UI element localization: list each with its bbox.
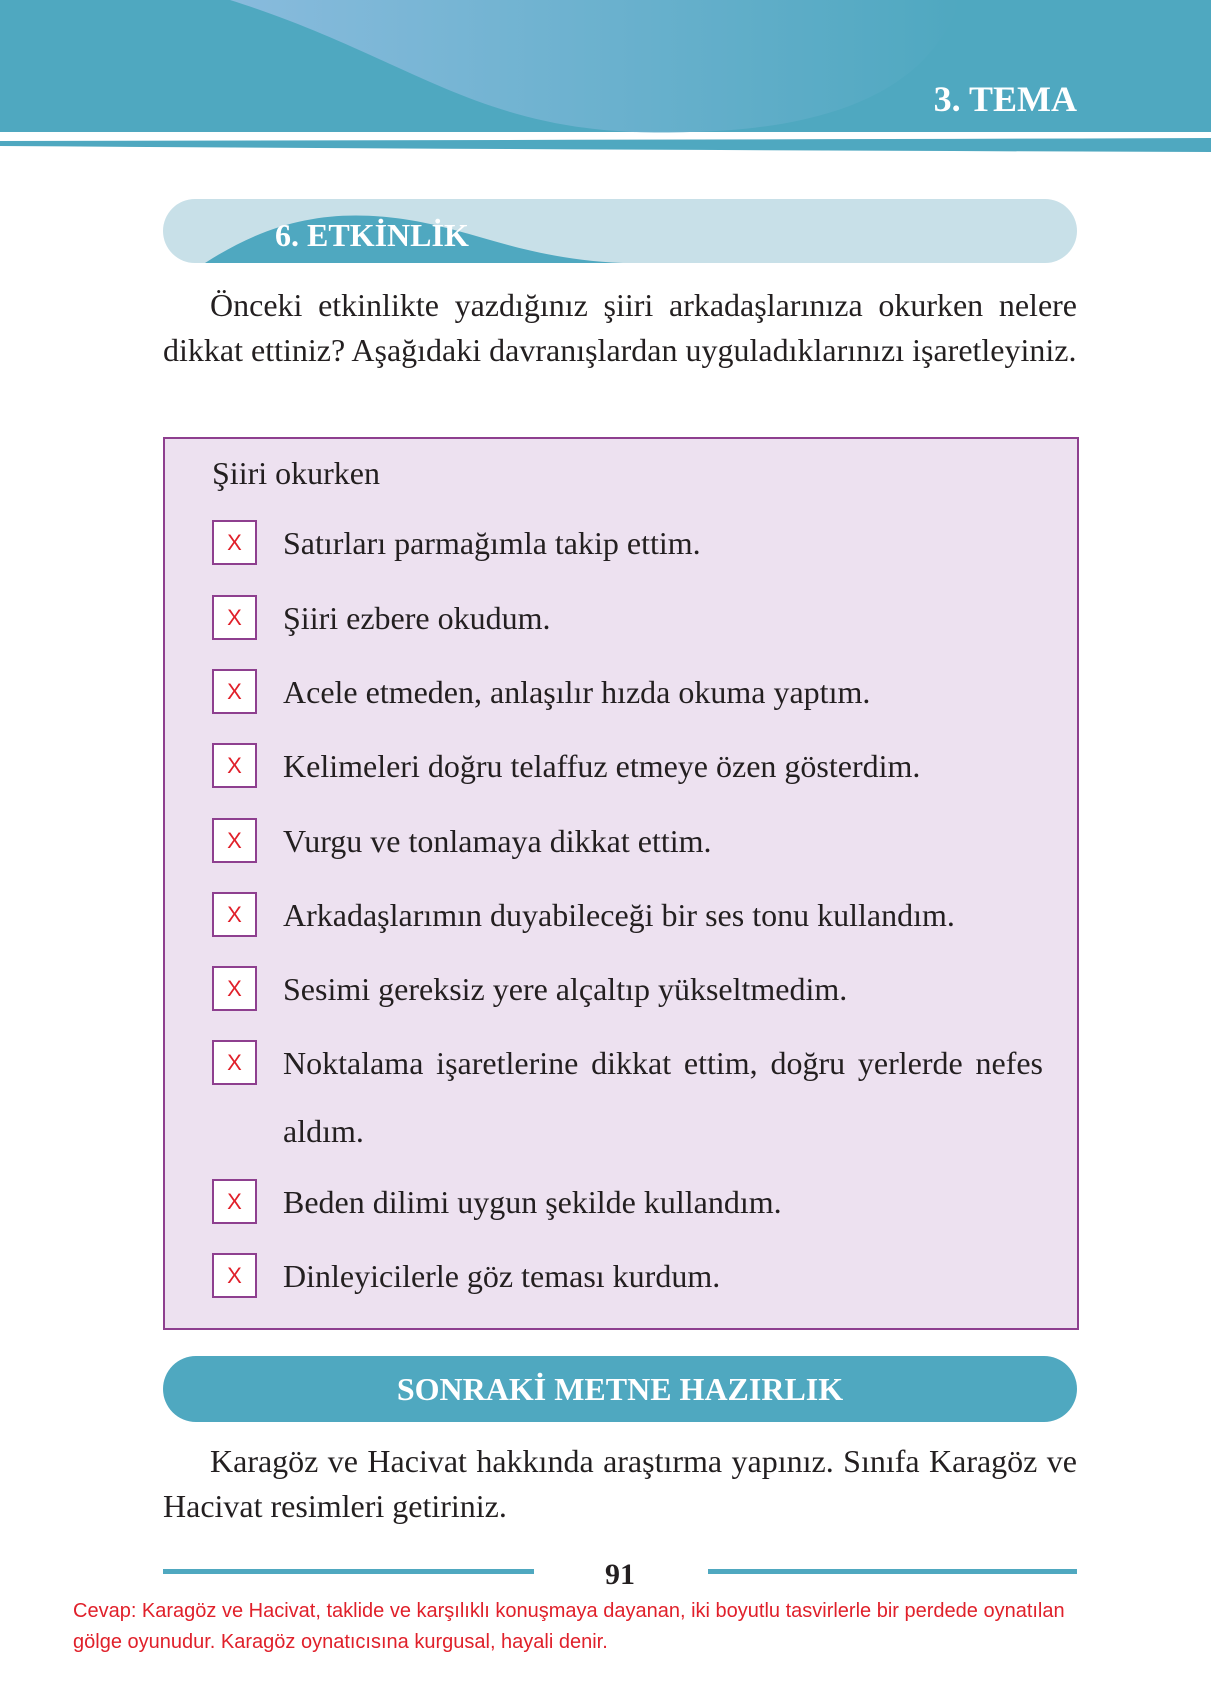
checkbox[interactable]: X [212,595,257,640]
checklist-item-label: Satırları parmağımla takip ettim. [283,525,701,561]
checkbox[interactable]: X [212,966,257,1011]
checkbox[interactable]: X [212,892,257,937]
activity-title: 6. ETKİNLİK [275,217,469,253]
activity-instructions: Önceki etkinlikte yazdığınız şiiri arkadaşlarınıza okurken nelere dikkat ettiniz? Aşağıdaki davranışlardan uyguladıklarınızı işaretleyiniz. [163,287,1077,368]
checklist-item-label: Arkadaşlarımın duyabileceği bir ses tonu kullandım. [283,897,955,933]
checkbox[interactable]: X [212,743,257,788]
checklist-item-label: Vurgu ve tonlamaya dikkat ettim. [283,823,712,859]
answer-note [73,1596,1211,1658]
theme-label: 3. TEMA [933,79,1077,119]
checklist-item-label: Beden dilimi uygun şekilde kullandım. [283,1184,782,1220]
checklist-item-label: Noktalama işaretlerine dikkat ettim, doğru yerlerde nefes aldım. [283,1045,1043,1149]
activity-title-bar [163,199,1077,263]
next-text-title: SONRAKİ METNE HAZIRLIK [163,1356,1077,1422]
checklist-lead: Şiiri okurken [212,455,380,491]
checklist-item-label: Şiiri ezbere okudum. [283,600,551,636]
checkbox[interactable]: X [212,520,257,565]
checkbox[interactable]: X [212,1253,257,1298]
checklist-item-label: Sesimi gereksiz yere alçaltıp yükseltmedim. [283,971,848,1007]
page-number: 91 [605,1558,635,1591]
checklist-box [163,437,1079,1330]
header-banner [0,0,1211,134]
checkbox[interactable]: X [212,818,257,863]
checklist-item-label: Kelimeleri doğru telaffuz etmeye özen gösterdim. [283,748,921,784]
answer-line: Cevap: Karagöz ve Hacivat, taklide ve karşılıklı konuşmaya dayanan, iki boyutlu tasvirlerle bir perdede oynatılan [73,1600,1065,1622]
next-text-instructions: Karagöz ve Hacivat hakkında araştırma yapınız. Sınıfa Karagöz ve Hacivat resimleri getiriniz. [163,1443,1077,1524]
checkbox[interactable]: X [212,669,257,714]
checklist-item-label: Acele etmeden, anlaşılır hızda okuma yaptım. [283,674,871,710]
footer-rule-right [708,1569,1077,1574]
checklist-item-label: Dinleyicilerle göz teması kurdum. [283,1258,721,1294]
footer-rule-left [163,1569,534,1574]
checkbox[interactable]: X [212,1040,257,1085]
answer-line: gölge oyunudur. Karagöz oynatıcısına kurgusal, hayali denir. [73,1631,608,1653]
checkbox[interactable]: X [212,1179,257,1224]
